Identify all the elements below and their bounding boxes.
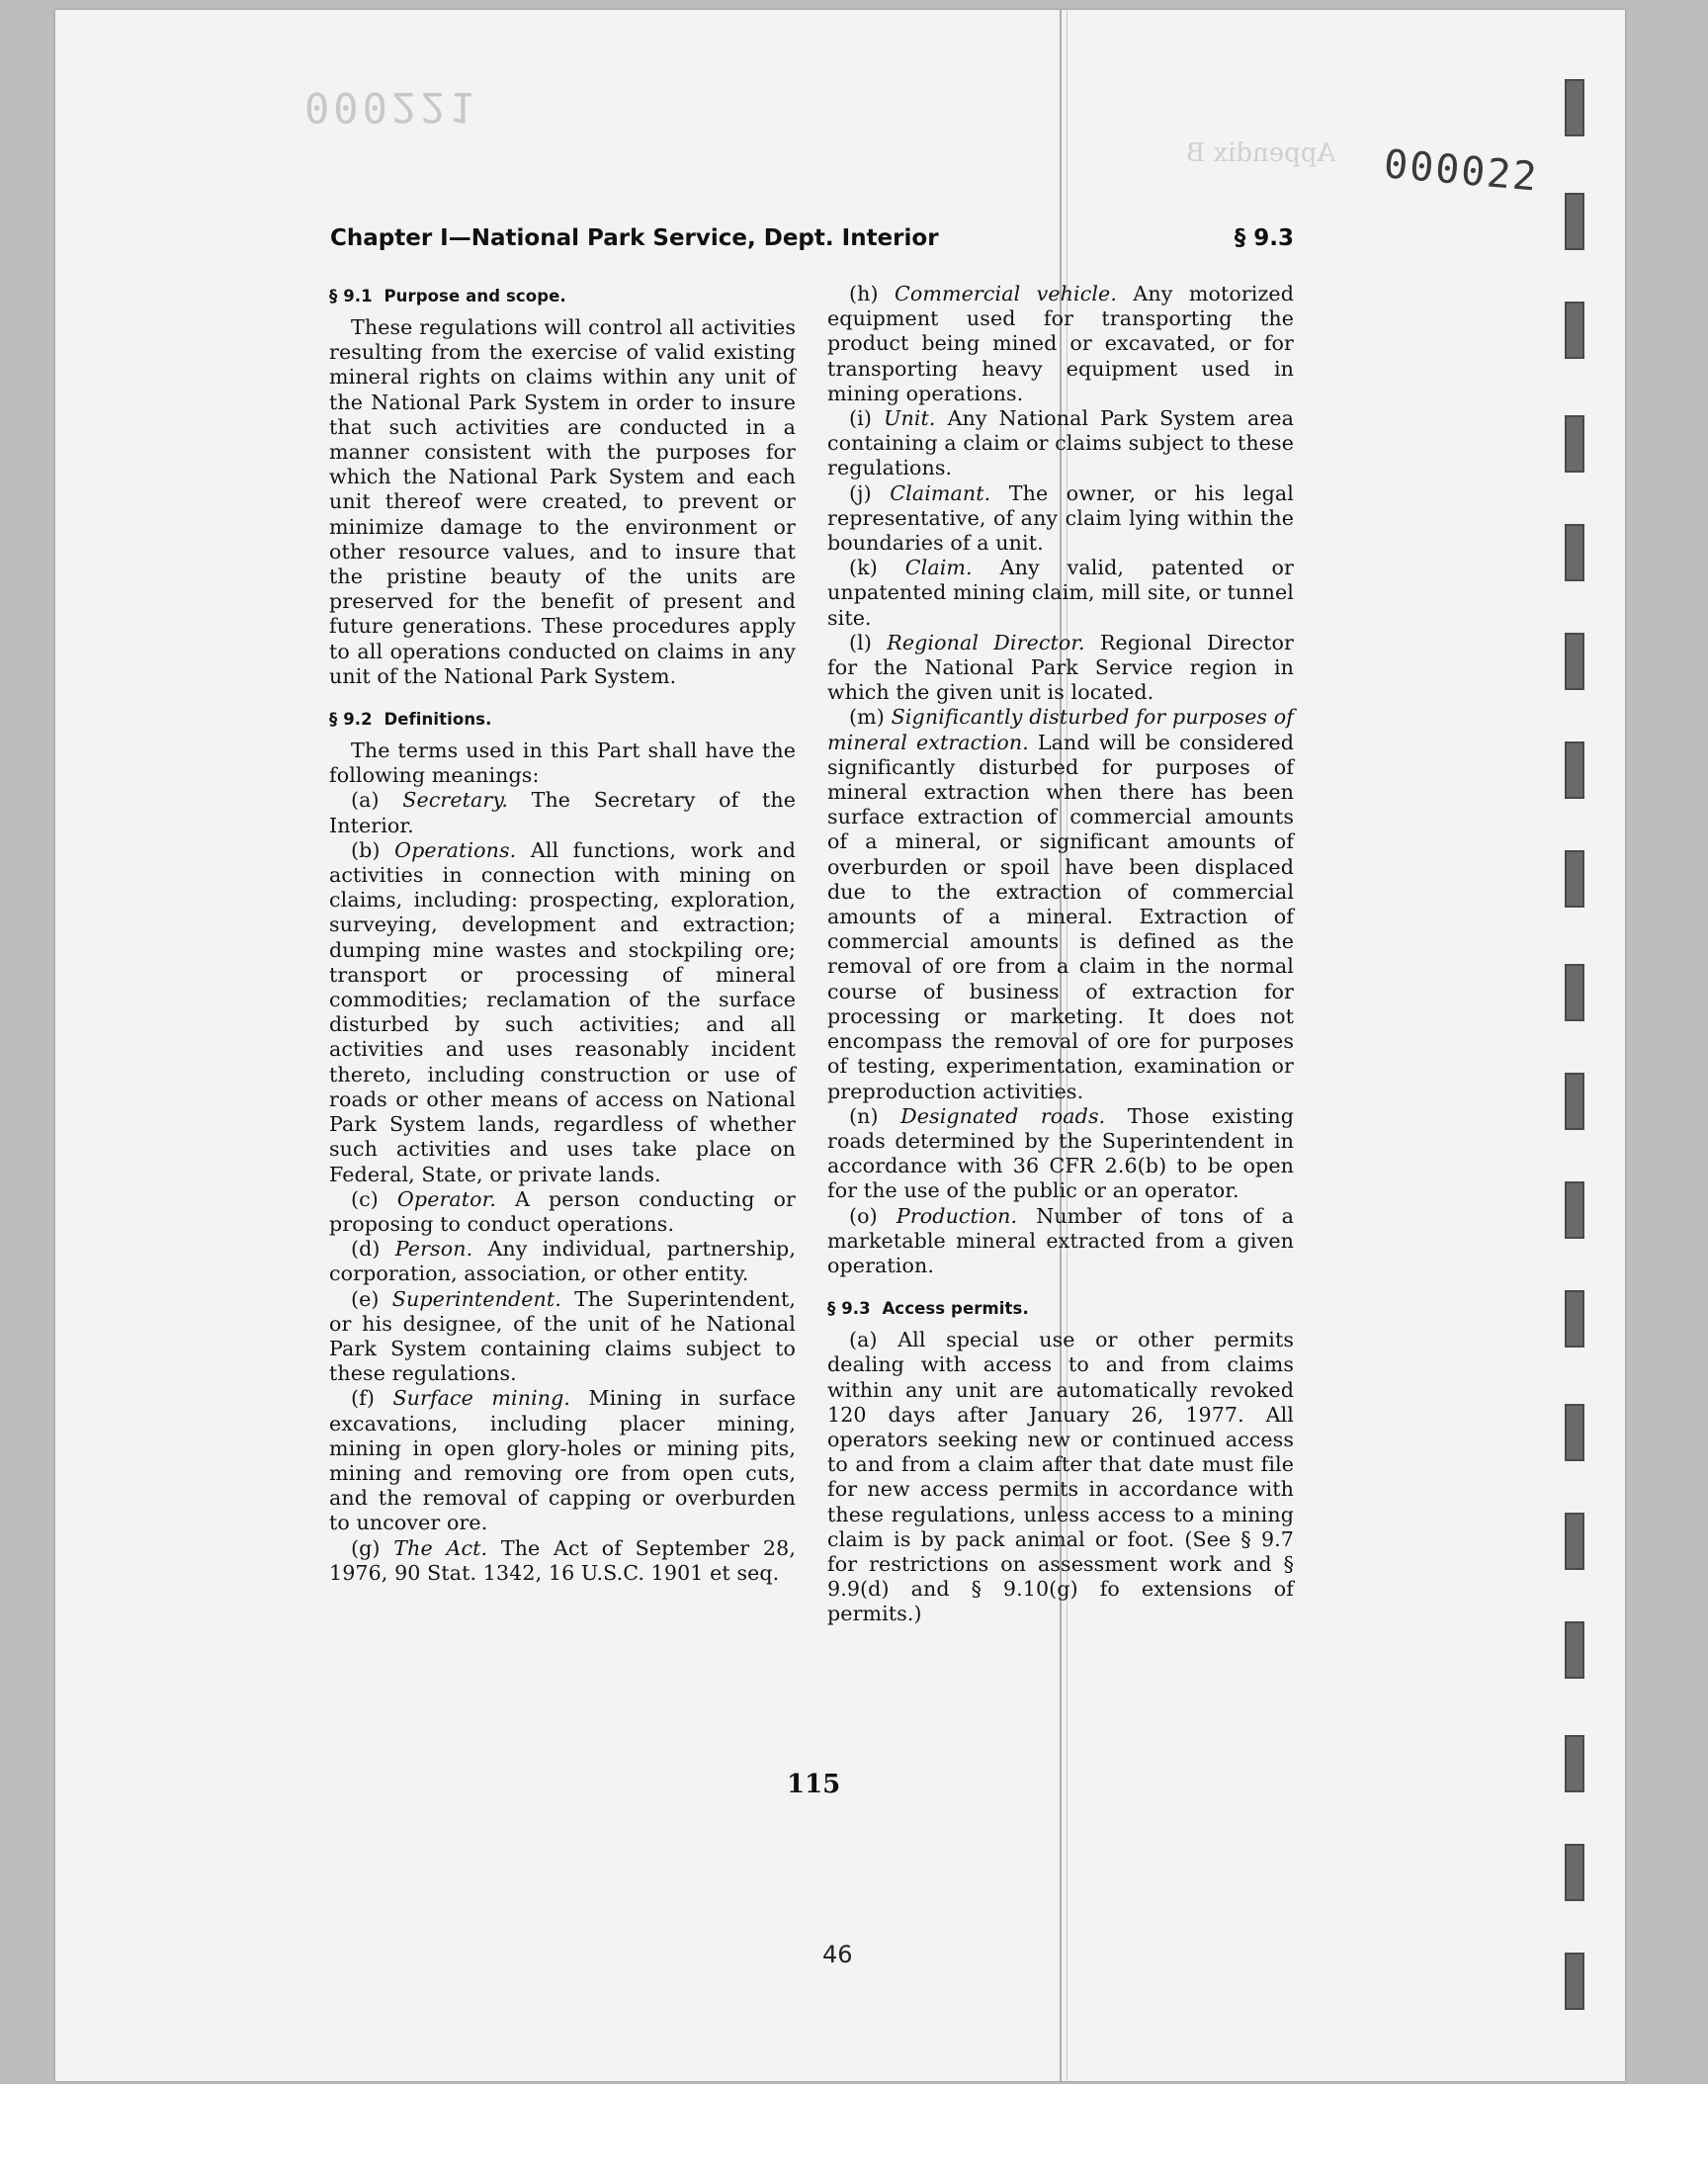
section-title: Purpose and scope.	[384, 287, 566, 305]
definition-m: (m) Significantly disturbed for purposes of mineral extraction. Land will be considered significantly disturbed for purposes of mineral extraction when there has been surface extraction of commercial amounts of a mineral, or significant amounts of overburden or spoil have been displaced due to the extraction of commercial amounts of a mineral. Extraction of commercial amounts is defined as the removal of ore from a claim in the normal course of business of extraction for processing or marketing. It does not encompass the removal of ore for purposes of testing, experimentation, examination or preproduction activities.	[827, 705, 1295, 1103]
binding-tab	[1565, 524, 1584, 581]
definition-o: (o) Production. Number of tons of a marketable mineral extracted from a given operation.	[827, 1203, 1294, 1277]
binding-tab	[1565, 850, 1584, 908]
binding-tab	[1565, 1513, 1584, 1570]
section-9-1-text: These regulations will control all activities resulting from the exercise of valid existing mineral rights on claims within any unit of the National Park System in order to insure that such activities are conducted in a manner consistent with the purposes for which the National Park System and each unit thereof were created, to prevent or minimize damage to the environment or other resource values, and to insure that the pristine beauty of the units are preserved for the benefit of present and future generations. These procedures apply to all operations conducted on claims in any unit of the National Park System.	[329, 315, 796, 688]
section-9-3-text: (a) All special use or other permits dealing with access to and from claims within any unit are automatically revoked 120 days after January 26, 1977. All operators seeking new or continued access to and from a claim after that date must file for new access permits in accordance with these regulations, unless access to a mining claim is by pack animal or foot. (See § 9.7 for restrictions on assessment work and § 9.9(d) and § 9.10(g) fo extensions of permits.)	[827, 1328, 1294, 1626]
section-reference: § 9.3	[1234, 225, 1294, 251]
bates-stamp: 000022	[1382, 141, 1541, 201]
binding-tab	[1565, 1844, 1584, 1901]
printed-page-number: 115	[787, 1770, 841, 1799]
section-heading-9-3	[827, 1294, 1294, 1324]
section-title: Definitions.	[384, 710, 492, 730]
binding-tab	[1565, 741, 1584, 799]
binding-tab	[1565, 1290, 1584, 1348]
binding-tab	[1565, 1073, 1584, 1130]
definition-c: (c) Operator. A person conducting or proposing to conduct operations.	[329, 1186, 796, 1236]
section-number: § 9.1	[329, 287, 373, 305]
definition-d: (d) Person. Any individual, partnership, corporation, association, or other entity.	[329, 1237, 796, 1286]
binding-tab	[1565, 302, 1584, 359]
definition-i: (i) Unit. Any National Park System area containing a claim or claims subject to these regulations.	[827, 406, 1295, 480]
binding-tab	[1565, 1181, 1584, 1239]
binding-tab	[1565, 964, 1584, 1021]
left-column	[329, 282, 796, 1586]
bleed-through-text: Appendix B	[1186, 138, 1336, 168]
document-page-number: 46	[822, 1941, 853, 1968]
chapter-title: Chapter I—National Park Service, Dept. Interior	[330, 225, 939, 251]
definition-g: (g) The Act. The Act of September 28, 1976, 90 Stat. 1342, 16 U.S.C. 1901 et seq.	[329, 1535, 796, 1585]
definitions-intro: The terms used in this Part shall have the following meanings:	[329, 739, 796, 788]
scan-bottom-margin	[0, 2084, 1708, 2175]
definition-h: (h) Commercial vehicle. Any motorized equipment used for transporting the product being mined or excavated, or for transporting heavy equipment used in mining operations.	[827, 282, 1294, 405]
section-title: Access permits.	[882, 1299, 1029, 1319]
definition-j: (j) Claimant. The owner, or his legal representative, of any claim lying within the boundaries of a unit.	[827, 480, 1294, 556]
section-heading-9-2	[329, 705, 796, 735]
section-number: § 9.2	[329, 710, 373, 730]
definition-a: (a) Secretary. The Secretary of the Interior.	[329, 788, 796, 837]
definition-n: (n) Designated roads. Those existing roads determined by the Superintendent in accordance with 36 CFR 2.6(b) to be open for the use of the public or an operator.	[827, 1103, 1294, 1203]
definition-f: (f) Surface mining. Mining in surface excavations, including placer mining, mining in open glory-holes or mining pits, mining and removing ore from open cuts, and the removal of capping or overburden to uncover ore.	[329, 1386, 796, 1535]
right-column	[827, 282, 1294, 1627]
binding-tab	[1565, 633, 1584, 690]
binding-tab	[1565, 1735, 1584, 1792]
section-number: § 9.3	[827, 1299, 871, 1319]
binding-tab	[1565, 79, 1584, 136]
binding-tab	[1565, 1404, 1584, 1461]
definition-b: (b) Operations. All functions, work and activities in connection with mining on claims, including: prospecting, exploration, surveying, development and extraction; dumping mine wastes and stockpiling ore; transport or processing of mineral commodities; reclamation of the surface disturbed by such activities; and all activities and uses reasonably incident thereto, including construction or use of roads or other means of access on National Park System lands, regardless of whether such activities and uses take place on Federal, State, or private lands.	[329, 837, 796, 1186]
binding-tab	[1565, 1953, 1584, 2010]
binding-tab	[1565, 415, 1584, 473]
definition-e: (e) Superintendent. The Superintendent, or his designee, of the unit of he National Park System containing claims subject to these regulations.	[329, 1286, 796, 1386]
bleed-through-number: 000221	[304, 83, 478, 131]
definition-k: (k) Claim. Any valid, patented or unpatented mining claim, mill site, or tunnel site.	[827, 556, 1294, 630]
binding-tab	[1565, 1621, 1584, 1679]
binding-tab	[1565, 193, 1584, 250]
definition-l: (l) Regional Director. Regional Director for the National Park Service region in which the given unit is located.	[827, 630, 1294, 705]
section-heading-9-1	[329, 282, 796, 311]
